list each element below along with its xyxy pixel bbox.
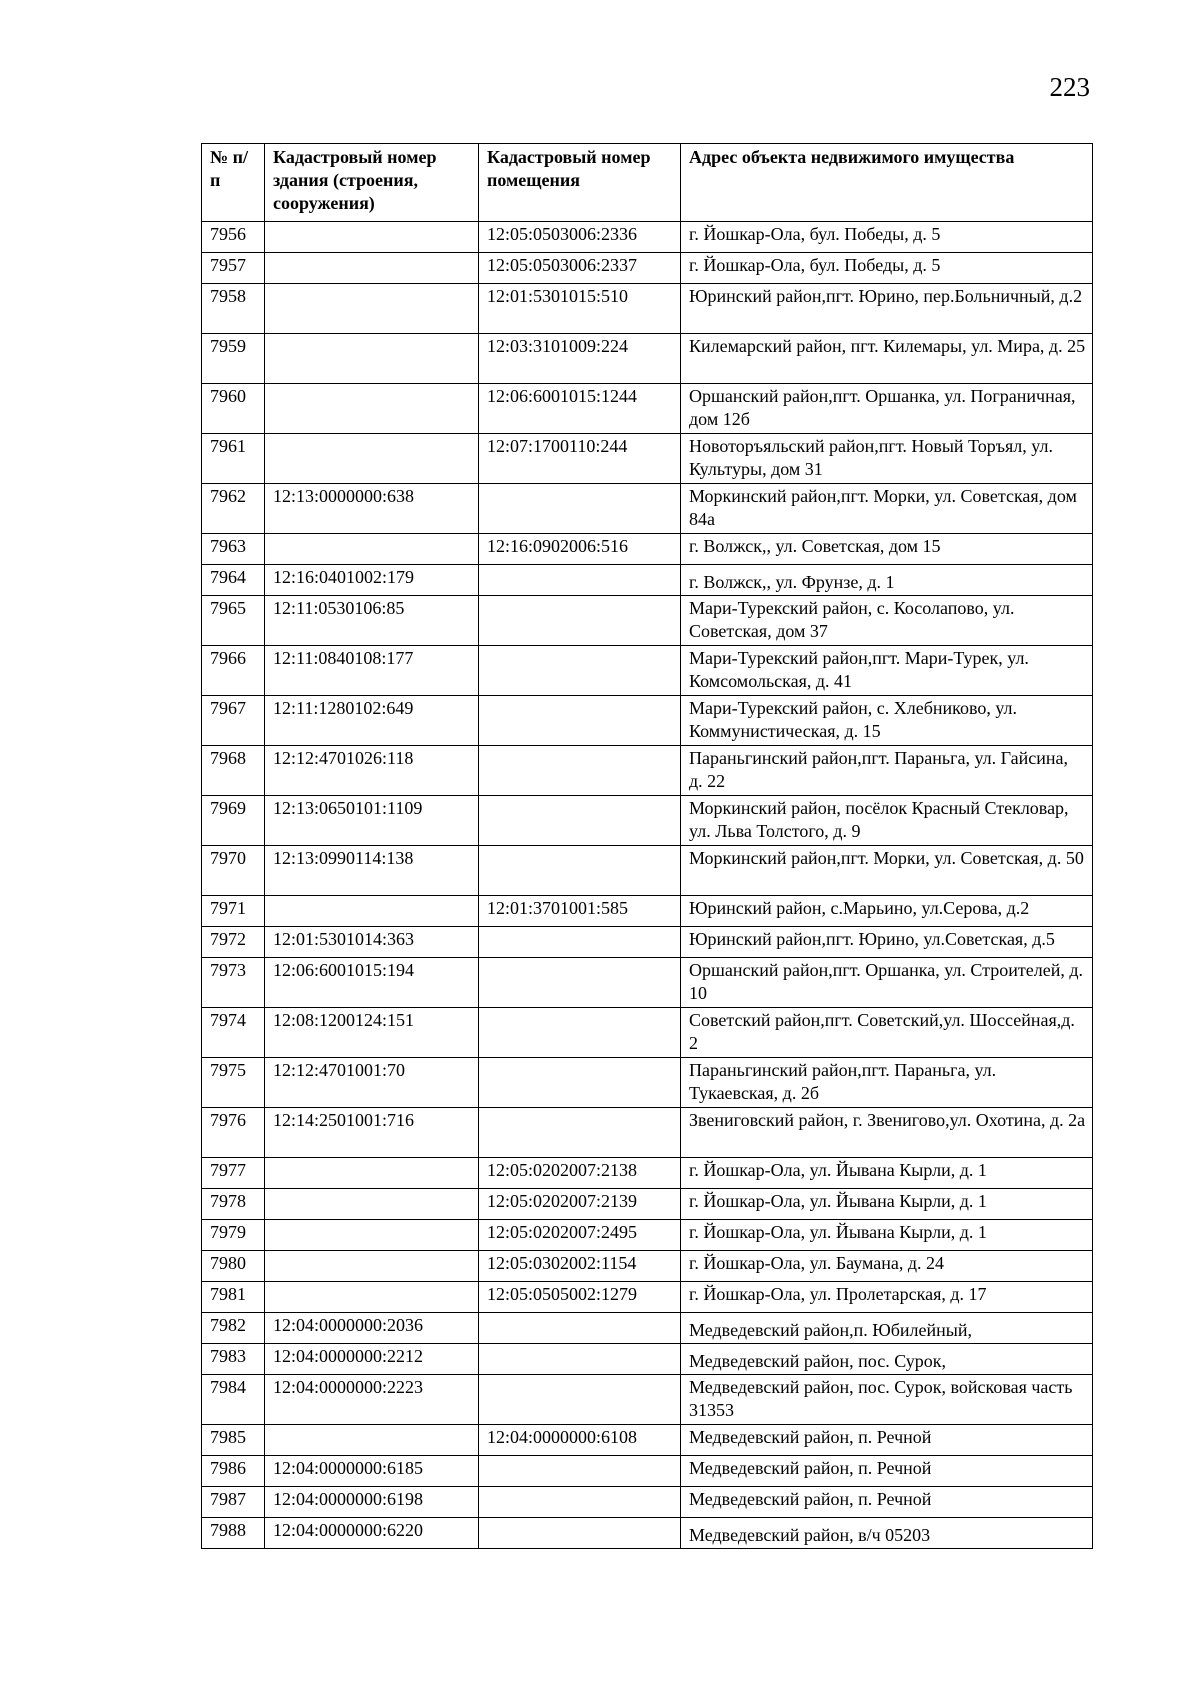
room-cadastral-number — [479, 1487, 681, 1518]
row-number: 7980 — [202, 1251, 265, 1282]
table-row — [202, 1518, 1093, 1549]
building-cadastral-number — [265, 1158, 479, 1189]
table-row — [202, 696, 1093, 746]
row-number: 7964 — [202, 565, 265, 596]
address: Новоторъяльский район,пгт. Новый Торъял, ул. Культуры, дом 31 — [681, 434, 1093, 484]
building-cadastral-number: 12:04:0000000:2212 — [265, 1344, 479, 1375]
building-cadastral-number — [265, 534, 479, 565]
address: Медведевский район, пос. Сурок, — [681, 1344, 1093, 1375]
row-number: 7984 — [202, 1375, 265, 1425]
table-row — [202, 1282, 1093, 1313]
room-cadastral-number — [479, 1344, 681, 1375]
room-cadastral-number — [479, 596, 681, 646]
table-row — [202, 222, 1093, 253]
building-cadastral-number: 12:12:4701001:70 — [265, 1058, 479, 1108]
property-registry-table — [201, 143, 1093, 1549]
room-cadastral-number: 12:05:0503006:2336 — [479, 222, 681, 253]
room-cadastral-number — [479, 1375, 681, 1425]
building-cadastral-number: 12:06:6001015:194 — [265, 958, 479, 1008]
row-number: 7968 — [202, 746, 265, 796]
header-address: Адрес объекта недвижимого имущества — [681, 144, 1093, 222]
address: Звениговский район, г. Звенигово,ул. Охотина, д. 2а — [681, 1108, 1093, 1158]
row-number: 7967 — [202, 696, 265, 746]
table-row — [202, 284, 1093, 334]
table-row — [202, 1456, 1093, 1487]
room-cadastral-number — [479, 846, 681, 896]
table-row — [202, 253, 1093, 284]
room-cadastral-number: 12:07:1700110:244 — [479, 434, 681, 484]
building-cadastral-number: 12:01:5301014:363 — [265, 927, 479, 958]
table-row — [202, 1058, 1093, 1108]
table-row — [202, 896, 1093, 927]
table-row — [202, 846, 1093, 896]
address: Моркинский район, посёлок Красный Стекловар, ул. Льва Толстого, д. 9 — [681, 796, 1093, 846]
table-row — [202, 1313, 1093, 1344]
table-row — [202, 1251, 1093, 1282]
building-cadastral-number: 12:08:1200124:151 — [265, 1008, 479, 1058]
address: Мари-Турекский район, с. Косолапово, ул. Советская, дом 37 — [681, 596, 1093, 646]
table-row — [202, 1158, 1093, 1189]
room-cadastral-number — [479, 1313, 681, 1344]
row-number: 7985 — [202, 1425, 265, 1456]
building-cadastral-number — [265, 1282, 479, 1313]
room-cadastral-number: 12:16:0902006:516 — [479, 534, 681, 565]
row-number: 7958 — [202, 284, 265, 334]
building-cadastral-number — [265, 1425, 479, 1456]
building-cadastral-number: 12:04:0000000:2036 — [265, 1313, 479, 1344]
address: г. Волжск,, ул. Советская, дом 15 — [681, 534, 1093, 565]
table-row — [202, 1375, 1093, 1425]
address: Советский район,пгт. Советский,ул. Шоссейная,д. 2 — [681, 1008, 1093, 1058]
address: Юринский район,пгт. Юрино, ул.Советская, д.5 — [681, 927, 1093, 958]
row-number: 7973 — [202, 958, 265, 1008]
row-number: 7969 — [202, 796, 265, 846]
room-cadastral-number — [479, 1058, 681, 1108]
building-cadastral-number: 12:11:0530106:85 — [265, 596, 479, 646]
room-cadastral-number — [479, 1008, 681, 1058]
row-number: 7976 — [202, 1108, 265, 1158]
room-cadastral-number — [479, 746, 681, 796]
room-cadastral-number: 12:04:0000000:6108 — [479, 1425, 681, 1456]
address: г. Йошкар-Ола, бул. Победы, д. 5 — [681, 222, 1093, 253]
room-cadastral-number: 12:05:0302002:1154 — [479, 1251, 681, 1282]
table-row — [202, 927, 1093, 958]
row-number: 7988 — [202, 1518, 265, 1549]
table-row — [202, 958, 1093, 1008]
building-cadastral-number: 12:13:0990114:138 — [265, 846, 479, 896]
room-cadastral-number — [479, 696, 681, 746]
row-number: 7983 — [202, 1344, 265, 1375]
room-cadastral-number — [479, 484, 681, 534]
row-number: 7959 — [202, 334, 265, 384]
address: г. Йошкар-Ола, ул. Йывана Кырли, д. 1 — [681, 1158, 1093, 1189]
row-number: 7965 — [202, 596, 265, 646]
room-cadastral-number: 12:05:0505002:1279 — [479, 1282, 681, 1313]
building-cadastral-number: 12:12:4701026:118 — [265, 746, 479, 796]
room-cadastral-number: 12:05:0503006:2337 — [479, 253, 681, 284]
building-cadastral-number: 12:04:0000000:6198 — [265, 1487, 479, 1518]
address: Медведевский район, в/ч 05203 — [681, 1518, 1093, 1549]
room-cadastral-number — [479, 1456, 681, 1487]
address: Килемарский район, пгт. Килемары, ул. Мира, д. 25 — [681, 334, 1093, 384]
table-row — [202, 746, 1093, 796]
table-row — [202, 1220, 1093, 1251]
row-number: 7956 — [202, 222, 265, 253]
room-cadastral-number — [479, 796, 681, 846]
address: г. Йошкар-Ола, бул. Победы, д. 5 — [681, 253, 1093, 284]
room-cadastral-number: 12:05:0202007:2138 — [479, 1158, 681, 1189]
row-number: 7981 — [202, 1282, 265, 1313]
row-number: 7970 — [202, 846, 265, 896]
building-cadastral-number: 12:11:1280102:649 — [265, 696, 479, 746]
row-number: 7963 — [202, 534, 265, 565]
building-cadastral-number — [265, 284, 479, 334]
address: Оршанский район,пгт. Оршанка, ул. Строителей, д. 10 — [681, 958, 1093, 1008]
room-cadastral-number — [479, 958, 681, 1008]
building-cadastral-number — [265, 384, 479, 434]
address: г. Волжск,, ул. Фрунзе, д. 1 — [681, 565, 1093, 596]
building-cadastral-number: 12:04:0000000:2223 — [265, 1375, 479, 1425]
address: г. Йошкар-Ола, ул. Пролетарская, д. 17 — [681, 1282, 1093, 1313]
building-cadastral-number — [265, 253, 479, 284]
address: Юринский район, с.Марьино, ул.Серова, д.2 — [681, 896, 1093, 927]
building-cadastral-number: 12:13:0650101:1109 — [265, 796, 479, 846]
row-number: 7961 — [202, 434, 265, 484]
row-number: 7962 — [202, 484, 265, 534]
header-number: № п/п — [202, 144, 265, 222]
row-number: 7974 — [202, 1008, 265, 1058]
building-cadastral-number: 12:04:0000000:6220 — [265, 1518, 479, 1549]
row-number: 7986 — [202, 1456, 265, 1487]
table-row — [202, 596, 1093, 646]
row-number: 7979 — [202, 1220, 265, 1251]
address: Параньгинский район,пгт. Параньга, ул. Гайсина, д. 22 — [681, 746, 1093, 796]
table-row — [202, 1487, 1093, 1518]
address: Оршанский район,пгт. Оршанка, ул. Пограничная, дом 12б — [681, 384, 1093, 434]
table-row — [202, 646, 1093, 696]
row-number: 7982 — [202, 1313, 265, 1344]
table-row — [202, 1108, 1093, 1158]
address: Моркинский район,пгт. Морки, ул. Советская, д. 50 — [681, 846, 1093, 896]
address: Медведевский район, п. Речной — [681, 1456, 1093, 1487]
building-cadastral-number: 12:13:0000000:638 — [265, 484, 479, 534]
table-row — [202, 1425, 1093, 1456]
address: Медведевский район, пос. Сурок, войсковая часть 31353 — [681, 1375, 1093, 1425]
row-number: 7971 — [202, 896, 265, 927]
building-cadastral-number — [265, 222, 479, 253]
building-cadastral-number — [265, 1189, 479, 1220]
room-cadastral-number — [479, 1518, 681, 1549]
building-cadastral-number — [265, 896, 479, 927]
table-header-row — [202, 144, 1093, 222]
building-cadastral-number — [265, 434, 479, 484]
room-cadastral-number — [479, 1108, 681, 1158]
room-cadastral-number: 12:06:6001015:1244 — [479, 384, 681, 434]
room-cadastral-number: 12:01:3701001:585 — [479, 896, 681, 927]
address: г. Йошкар-Ола, ул. Баумана, д. 24 — [681, 1251, 1093, 1282]
header-building-cadastral: Кадастровый номер здания (строения, сооружения) — [265, 144, 479, 222]
address: Медведевский район, п. Речной — [681, 1425, 1093, 1456]
row-number: 7972 — [202, 927, 265, 958]
table-row — [202, 1189, 1093, 1220]
address: Юринский район,пгт. Юрино, пер.Больничный, д.2 — [681, 284, 1093, 334]
room-cadastral-number — [479, 646, 681, 696]
row-number: 7987 — [202, 1487, 265, 1518]
row-number: 7966 — [202, 646, 265, 696]
row-number: 7978 — [202, 1189, 265, 1220]
building-cadastral-number — [265, 1220, 479, 1251]
address: Моркинский район,пгт. Морки, ул. Советская, дом 84а — [681, 484, 1093, 534]
table-row — [202, 534, 1093, 565]
address: Медведевский район, п. Речной — [681, 1487, 1093, 1518]
table-row — [202, 434, 1093, 484]
address: Медведевский район,п. Юбилейный, — [681, 1313, 1093, 1344]
address: Мари-Турекский район, с. Хлебниково, ул. Коммунистическая, д. 15 — [681, 696, 1093, 746]
room-cadastral-number: 12:05:0202007:2495 — [479, 1220, 681, 1251]
building-cadastral-number — [265, 1251, 479, 1282]
table-row — [202, 484, 1093, 534]
row-number: 7975 — [202, 1058, 265, 1108]
room-cadastral-number: 12:03:3101009:224 — [479, 334, 681, 384]
room-cadastral-number — [479, 927, 681, 958]
room-cadastral-number — [479, 565, 681, 596]
page-number: 223 — [1049, 72, 1090, 102]
table-row — [202, 1008, 1093, 1058]
address: г. Йошкар-Ола, ул. Йывана Кырли, д. 1 — [681, 1220, 1093, 1251]
address: г. Йошкар-Ола, ул. Йывана Кырли, д. 1 — [681, 1189, 1093, 1220]
building-cadastral-number — [265, 334, 479, 384]
building-cadastral-number: 12:04:0000000:6185 — [265, 1456, 479, 1487]
table-row — [202, 796, 1093, 846]
table-row — [202, 334, 1093, 384]
room-cadastral-number: 12:05:0202007:2139 — [479, 1189, 681, 1220]
address: Параньгинский район,пгт. Параньга, ул. Тукаевская, д. 2б — [681, 1058, 1093, 1108]
row-number: 7960 — [202, 384, 265, 434]
building-cadastral-number: 12:16:0401002:179 — [265, 565, 479, 596]
table-row — [202, 384, 1093, 434]
table-row — [202, 1344, 1093, 1375]
row-number: 7977 — [202, 1158, 265, 1189]
building-cadastral-number: 12:11:0840108:177 — [265, 646, 479, 696]
address: Мари-Турекский район,пгт. Мари-Турек, ул. Комсомольская, д. 41 — [681, 646, 1093, 696]
building-cadastral-number: 12:14:2501001:716 — [265, 1108, 479, 1158]
room-cadastral-number: 12:01:5301015:510 — [479, 284, 681, 334]
header-room-cadastral: Кадастровый номер помещения — [479, 144, 681, 222]
table-row — [202, 565, 1093, 596]
row-number: 7957 — [202, 253, 265, 284]
